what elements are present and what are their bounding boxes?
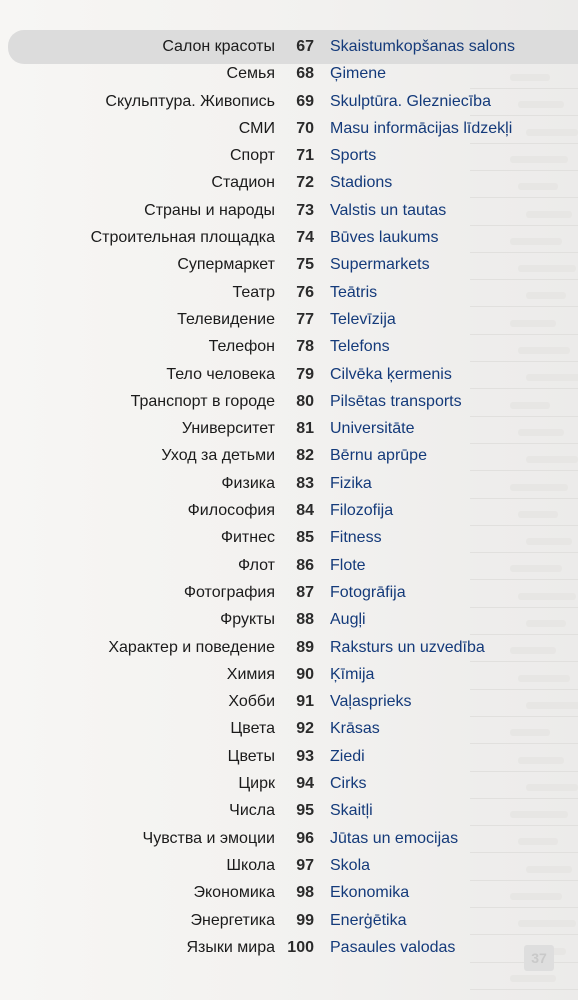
topic-latvian: Teātris bbox=[330, 283, 378, 301]
topic-latvian: Ģimene bbox=[330, 65, 387, 83]
topic-russian: Стадион bbox=[211, 174, 275, 192]
topic-latvian: Stadions bbox=[330, 174, 393, 192]
topic-latvian: Fotogrāfija bbox=[330, 583, 406, 601]
topic-page-number: 71 bbox=[296, 147, 314, 165]
topic-page-number: 98 bbox=[296, 884, 314, 902]
topic-latvian: Ķīmija bbox=[330, 665, 375, 683]
topic-russian: Спорт bbox=[230, 147, 275, 165]
topic-page-number: 89 bbox=[296, 638, 314, 656]
topic-page-number: 82 bbox=[296, 447, 314, 465]
topic-page-number: 85 bbox=[296, 529, 314, 547]
index-row bbox=[0, 333, 578, 360]
index-row bbox=[0, 797, 578, 824]
topic-russian: Фотография bbox=[183, 583, 275, 601]
topic-russian: Энергетика bbox=[190, 911, 275, 929]
topic-russian: Фрукты bbox=[220, 611, 275, 629]
topic-page-number: 67 bbox=[296, 38, 314, 55]
topic-latvian: Vaļasprieks bbox=[330, 693, 412, 711]
index-row bbox=[0, 415, 578, 442]
topic-page-number: 88 bbox=[296, 611, 314, 629]
topic-russian: Транспорт в городе bbox=[130, 392, 275, 410]
index-row bbox=[0, 852, 578, 879]
topic-latvian: Televīzija bbox=[330, 310, 396, 328]
topic-latvian: Sports bbox=[330, 147, 377, 165]
ghost-text bbox=[510, 975, 556, 982]
topic-latvian: Supermarkets bbox=[330, 256, 430, 274]
index-row bbox=[0, 470, 578, 497]
index-row bbox=[0, 634, 578, 661]
topic-index bbox=[0, 33, 578, 961]
topic-page-number: 96 bbox=[296, 829, 314, 847]
topic-russian: Фитнес bbox=[220, 529, 275, 547]
topic-latvian: Pasaules valodas bbox=[330, 938, 456, 956]
topic-latvian: Pilsētas transports bbox=[330, 392, 462, 410]
topic-russian: Тело человека bbox=[166, 365, 275, 383]
index-row bbox=[0, 251, 578, 278]
topic-latvian: Raksturs un uzvedība bbox=[330, 638, 485, 656]
index-row bbox=[0, 552, 578, 579]
topic-latvian: Fitness bbox=[330, 529, 382, 547]
topic-latvian: Flote bbox=[330, 556, 366, 574]
index-row bbox=[0, 907, 578, 934]
topic-page-number: 97 bbox=[296, 856, 314, 874]
topic-latvian: Būves laukums bbox=[330, 229, 439, 247]
index-row bbox=[0, 388, 578, 415]
index-row bbox=[0, 606, 578, 633]
topic-russian: Цвета bbox=[230, 720, 275, 738]
index-row bbox=[0, 442, 578, 469]
topic-page-number: 75 bbox=[296, 256, 314, 274]
topic-russian: Химия bbox=[226, 665, 275, 683]
topic-page-number: 91 bbox=[296, 693, 314, 711]
index-row bbox=[0, 524, 578, 551]
topic-latvian: Skaitļi bbox=[330, 802, 373, 820]
topic-latvian: Skola bbox=[330, 856, 371, 874]
index-row bbox=[0, 115, 578, 142]
index-row bbox=[0, 169, 578, 196]
topic-latvian: Skaistumkopšanas salons bbox=[330, 38, 515, 55]
index-row bbox=[0, 197, 578, 224]
index-row bbox=[0, 825, 578, 852]
topic-russian: Цирк bbox=[238, 775, 275, 793]
index-row bbox=[0, 224, 578, 251]
index-row bbox=[0, 497, 578, 524]
ghost-line bbox=[470, 989, 578, 990]
topic-russian: Салон красоты bbox=[162, 38, 275, 55]
topic-page-number: 74 bbox=[296, 229, 314, 247]
topic-page-number: 81 bbox=[296, 420, 314, 438]
topic-page-number: 83 bbox=[296, 474, 314, 492]
topic-page-number: 92 bbox=[296, 720, 314, 738]
index-row bbox=[0, 715, 578, 742]
topic-russian: Школа bbox=[226, 856, 275, 874]
topic-page-number: 93 bbox=[296, 747, 314, 765]
topic-page-number: 80 bbox=[296, 392, 314, 410]
topic-page-number: 86 bbox=[296, 556, 314, 574]
index-row bbox=[0, 579, 578, 606]
topic-page-number: 78 bbox=[296, 338, 314, 356]
index-row bbox=[0, 33, 578, 60]
topic-page-number: 94 bbox=[296, 775, 314, 793]
topic-page-number: 84 bbox=[296, 502, 314, 520]
topic-latvian: Enerģētika bbox=[330, 911, 407, 929]
topic-page-number: 79 bbox=[296, 365, 314, 383]
topic-russian: Языки мира bbox=[186, 938, 275, 956]
index-row bbox=[0, 361, 578, 388]
topic-page-number: 90 bbox=[296, 665, 314, 683]
topic-latvian: Augļi bbox=[330, 611, 366, 629]
topic-page-number: 87 bbox=[296, 583, 314, 601]
topic-page-number: 77 bbox=[296, 310, 314, 328]
topic-russian: Супермаркет bbox=[177, 256, 275, 274]
topic-latvian: Cirks bbox=[330, 775, 367, 793]
index-row bbox=[0, 934, 578, 961]
topic-russian: Чувства и эмоции bbox=[142, 829, 275, 847]
topic-latvian: Masu informācijas līdzekļi bbox=[330, 119, 513, 137]
topic-russian: Флот bbox=[237, 556, 275, 574]
topic-latvian: Bērnu aprūpe bbox=[330, 447, 427, 465]
topic-latvian: Krāsas bbox=[330, 720, 380, 738]
topic-page-number: 95 bbox=[296, 802, 314, 820]
topic-latvian: Ziedi bbox=[330, 747, 365, 765]
topic-russian: Уход за детьми bbox=[161, 447, 275, 465]
topic-russian: Скульптура. Живопись bbox=[105, 92, 275, 110]
index-row bbox=[0, 770, 578, 797]
topic-page-number: 72 bbox=[296, 174, 314, 192]
index-row bbox=[0, 661, 578, 688]
topic-latvian: Universitāte bbox=[330, 420, 415, 438]
topic-russian: Числа bbox=[229, 802, 275, 820]
topic-russian: Семья bbox=[226, 65, 275, 83]
topic-latvian: Ekonomika bbox=[330, 884, 410, 902]
topic-russian: Философия bbox=[187, 502, 275, 520]
topic-russian: Театр bbox=[232, 283, 275, 301]
topic-russian: Хобби bbox=[228, 693, 275, 711]
topic-russian: Страны и народы bbox=[144, 201, 275, 219]
index-row bbox=[0, 306, 578, 333]
index-row bbox=[0, 879, 578, 906]
topic-page-number: 70 bbox=[296, 119, 314, 137]
topic-page-number: 68 bbox=[296, 65, 314, 83]
topic-russian: Телефон bbox=[208, 338, 275, 356]
index-row bbox=[0, 279, 578, 306]
index-row bbox=[0, 688, 578, 715]
index-row bbox=[0, 88, 578, 115]
topic-russian: Университет bbox=[181, 420, 275, 438]
topic-latvian: Filozofija bbox=[330, 502, 394, 520]
topic-russian: Строительная площадка bbox=[90, 229, 275, 247]
topic-page-number: 99 bbox=[296, 911, 314, 929]
index-row bbox=[0, 142, 578, 169]
topic-latvian: Skulptūra. Glezniecība bbox=[330, 92, 491, 110]
topic-russian: Физика bbox=[221, 474, 275, 492]
topic-page-number: 100 bbox=[287, 938, 314, 956]
topic-russian: Экономика bbox=[193, 884, 275, 902]
topic-latvian: Fizika bbox=[330, 474, 372, 492]
topic-latvian: Jūtas un emocijas bbox=[330, 829, 459, 847]
topic-latvian: Valstis un tautas bbox=[330, 201, 447, 219]
topic-russian: Цветы bbox=[227, 747, 275, 765]
page-number: 37 bbox=[524, 945, 554, 971]
index-row bbox=[0, 60, 578, 87]
topic-page-number: 76 bbox=[296, 283, 314, 301]
index-row bbox=[0, 743, 578, 770]
topic-latvian: Telefons bbox=[330, 338, 390, 356]
topic-russian: СМИ bbox=[238, 119, 275, 137]
topic-latvian: Cilvēka ķermenis bbox=[330, 365, 452, 383]
topic-page-number: 73 bbox=[296, 201, 314, 219]
topic-russian: Характер и поведение bbox=[108, 638, 275, 656]
topic-russian: Телевидение bbox=[177, 310, 275, 328]
topic-page-number: 69 bbox=[296, 92, 314, 110]
